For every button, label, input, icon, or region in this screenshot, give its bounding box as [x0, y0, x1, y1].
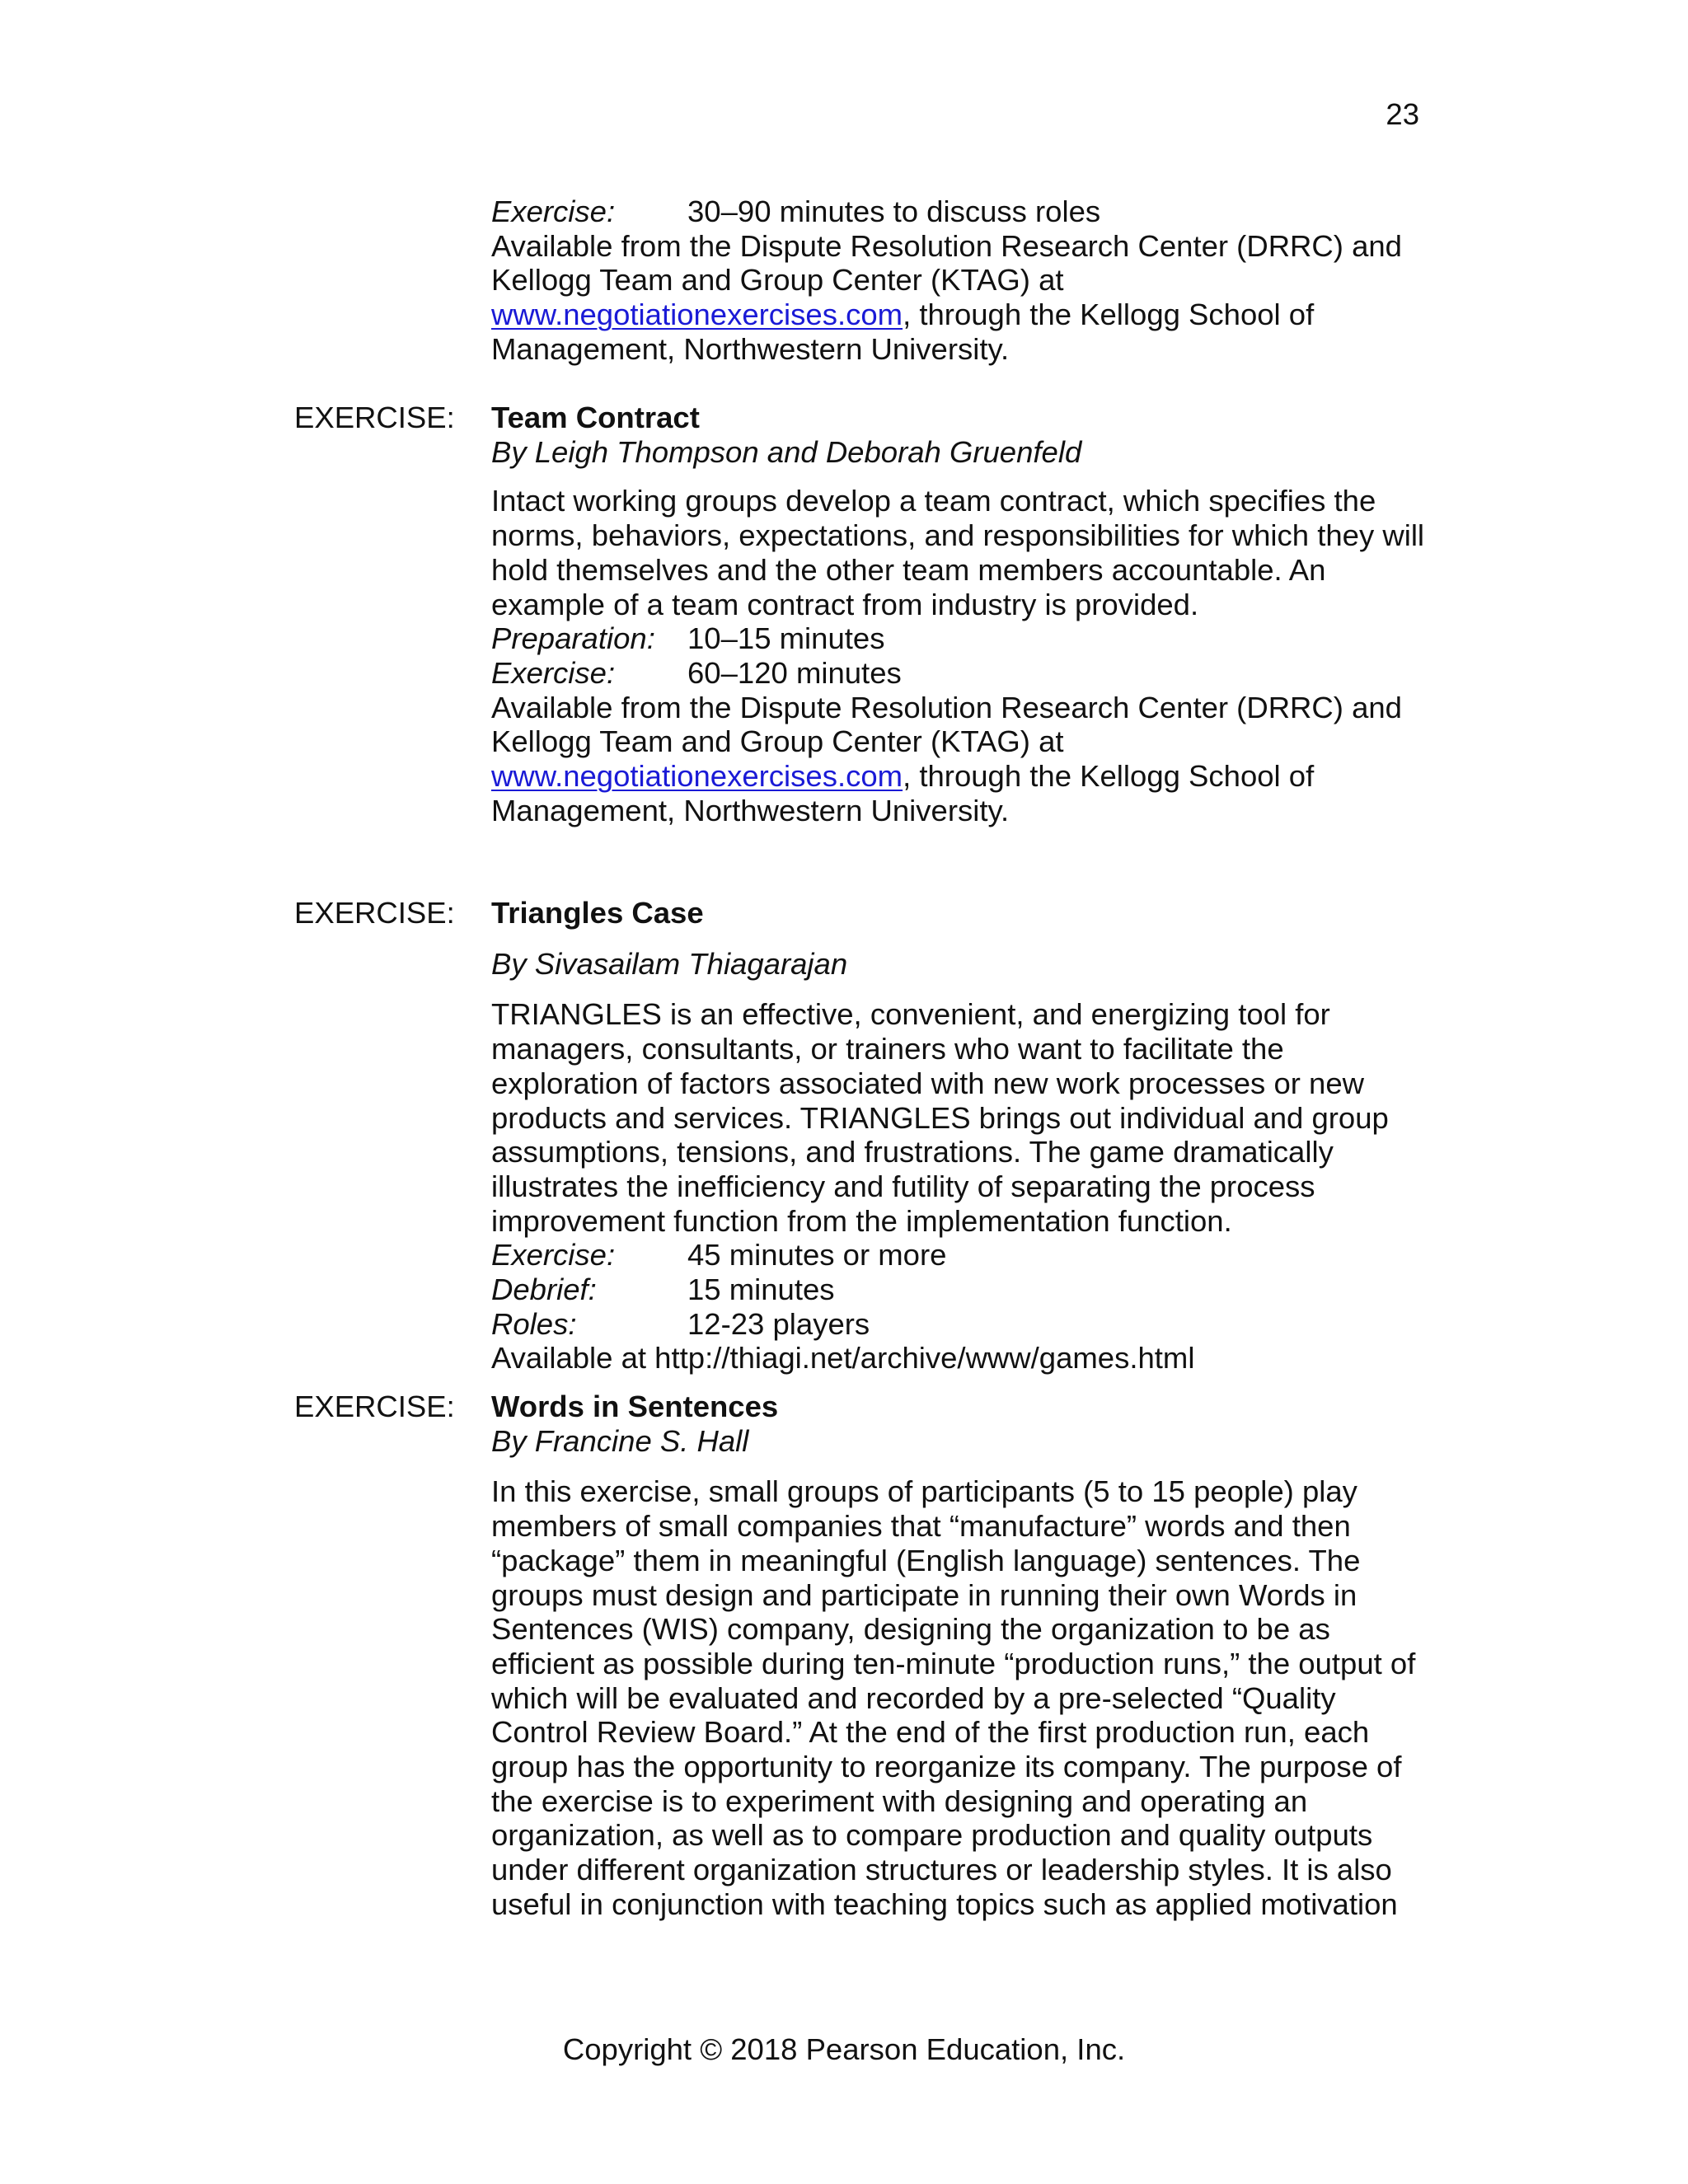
- description-line: Intact working groups develop a team contract, which specifies the: [491, 484, 1376, 518]
- description-line: assumptions, tensions, and frustrations. The game dramatically: [491, 1135, 1334, 1169]
- description-line: useful in conjunction with teaching topics such as applied motivation: [491, 1886, 1398, 1921]
- availability-line: www.negotiationexercises.com, through the Kellogg School of: [491, 298, 1315, 332]
- field-name: Exercise:: [491, 194, 616, 228]
- field-value: 30–90 minutes to discuss roles: [687, 194, 1101, 228]
- field-row: [491, 621, 1439, 656]
- description-line: hold themselves and the other team members accountable. An: [491, 552, 1326, 587]
- field-row: [491, 194, 1439, 229]
- description-line: “package” them in meaningful (English language) sentences. The: [491, 1543, 1361, 1577]
- description-line: members of small companies that “manufacture” words and then: [491, 1509, 1351, 1544]
- description-line: exploration of factors associated with new work processes or new: [491, 1066, 1364, 1100]
- availability-line: www.negotiationexercises.com, through the Kellogg School of: [491, 759, 1315, 794]
- page-number: 23: [1386, 97, 1419, 131]
- exercise-author: By Leigh Thompson and Deborah Gruenfeld: [491, 434, 1082, 469]
- description-line: which will be evaluated and recorded by a pre-selected “Quality: [491, 1680, 1336, 1715]
- availability-line: Available from the Dispute Resolution Research Center (DRRC) and: [491, 228, 1402, 263]
- description-line: Sentences (WIS) company, designing the organization to be as: [491, 1612, 1330, 1647]
- field-row: [491, 1238, 1439, 1272]
- exercise-label: EXERCISE:: [294, 896, 455, 930]
- field-value: 10–15 minutes: [687, 621, 885, 656]
- field-name: Roles:: [491, 1306, 577, 1341]
- description-line: organization, as well as to compare production and quality outputs: [491, 1818, 1373, 1853]
- field-value: 60–120 minutes: [687, 655, 902, 690]
- availability-line: Kellogg Team and Group Center (KTAG) at: [491, 263, 1064, 298]
- field-value: 12-23 players: [687, 1306, 870, 1341]
- field-name: Exercise:: [491, 1238, 616, 1272]
- description-line: TRIANGLES is an effective, convenient, and energizing tool for: [491, 997, 1330, 1032]
- field-value: 45 minutes or more: [687, 1238, 947, 1272]
- exercise-team-contract: [491, 401, 1439, 827]
- description-line: under different organization structures or leadership styles. It is also: [491, 1853, 1392, 1887]
- field-name: Exercise:: [491, 655, 616, 690]
- description-line: products and services. TRIANGLES brings out individual and group: [491, 1100, 1389, 1135]
- exercise-author: By Sivasailam Thiagarajan: [491, 946, 848, 981]
- field-value: 15 minutes: [687, 1272, 835, 1307]
- negotiation-exercises-link[interactable]: www.negotiationexercises.com: [491, 759, 903, 794]
- field-name: Preparation:: [491, 621, 655, 656]
- exercise-title: Triangles Case: [491, 896, 704, 930]
- field-row: [491, 656, 1439, 691]
- exercise-triangles-case: [491, 896, 1439, 1376]
- description-line: illustrates the inefficiency and futility of separating the process: [491, 1169, 1315, 1203]
- description-line: In this exercise, small groups of participants (5 to 15 people) play: [491, 1474, 1357, 1509]
- exercise-words-in-sentences: [491, 1390, 1439, 1922]
- field-row: [491, 1272, 1439, 1307]
- field-name: Debrief:: [491, 1272, 597, 1307]
- negotiation-exercises-link[interactable]: www.negotiationexercises.com: [491, 298, 903, 332]
- description-line: Control Review Board.” At the end of the first production run, each: [491, 1715, 1370, 1750]
- description-line: improvement function from the implementation function.: [491, 1203, 1232, 1238]
- exercise-title: Team Contract: [491, 401, 700, 434]
- description-line: norms, behaviors, expectations, and responsibilities for which they will: [491, 518, 1425, 553]
- exercise-label: EXERCISE:: [294, 1390, 455, 1423]
- description-line: group has the opportunity to reorganize its company. The purpose of: [491, 1750, 1402, 1784]
- availability-line: Available at http://thiagi.net/archive/www/games.html: [491, 1341, 1195, 1376]
- availability-line: Management, Northwestern University.: [491, 793, 1010, 827]
- continued-exercise-section: [491, 194, 1439, 367]
- exercise-label: EXERCISE:: [294, 401, 455, 434]
- exercise-title: Words in Sentences: [491, 1390, 779, 1423]
- description-line: example of a team contract from industry is provided.: [491, 587, 1199, 621]
- description-line: the exercise is to experiment with designing and operating an: [491, 1783, 1308, 1818]
- description-line: managers, consultants, or trainers who want to facilitate the: [491, 1032, 1284, 1066]
- exercise-author: By Francine S. Hall: [491, 1423, 749, 1458]
- copyright-footer: Copyright © 2018 Pearson Education, Inc.: [562, 2032, 1126, 2066]
- description-line: efficient as possible during ten-minute “production runs,” the output of: [491, 1646, 1416, 1680]
- availability-line: Management, Northwestern University.: [491, 331, 1010, 366]
- availability-line: Available from the Dispute Resolution Research Center (DRRC) and: [491, 690, 1402, 724]
- description-line: groups must design and participate in running their own Words in: [491, 1577, 1357, 1612]
- field-row: [491, 1307, 1439, 1342]
- availability-line: Kellogg Team and Group Center (KTAG) at: [491, 724, 1064, 759]
